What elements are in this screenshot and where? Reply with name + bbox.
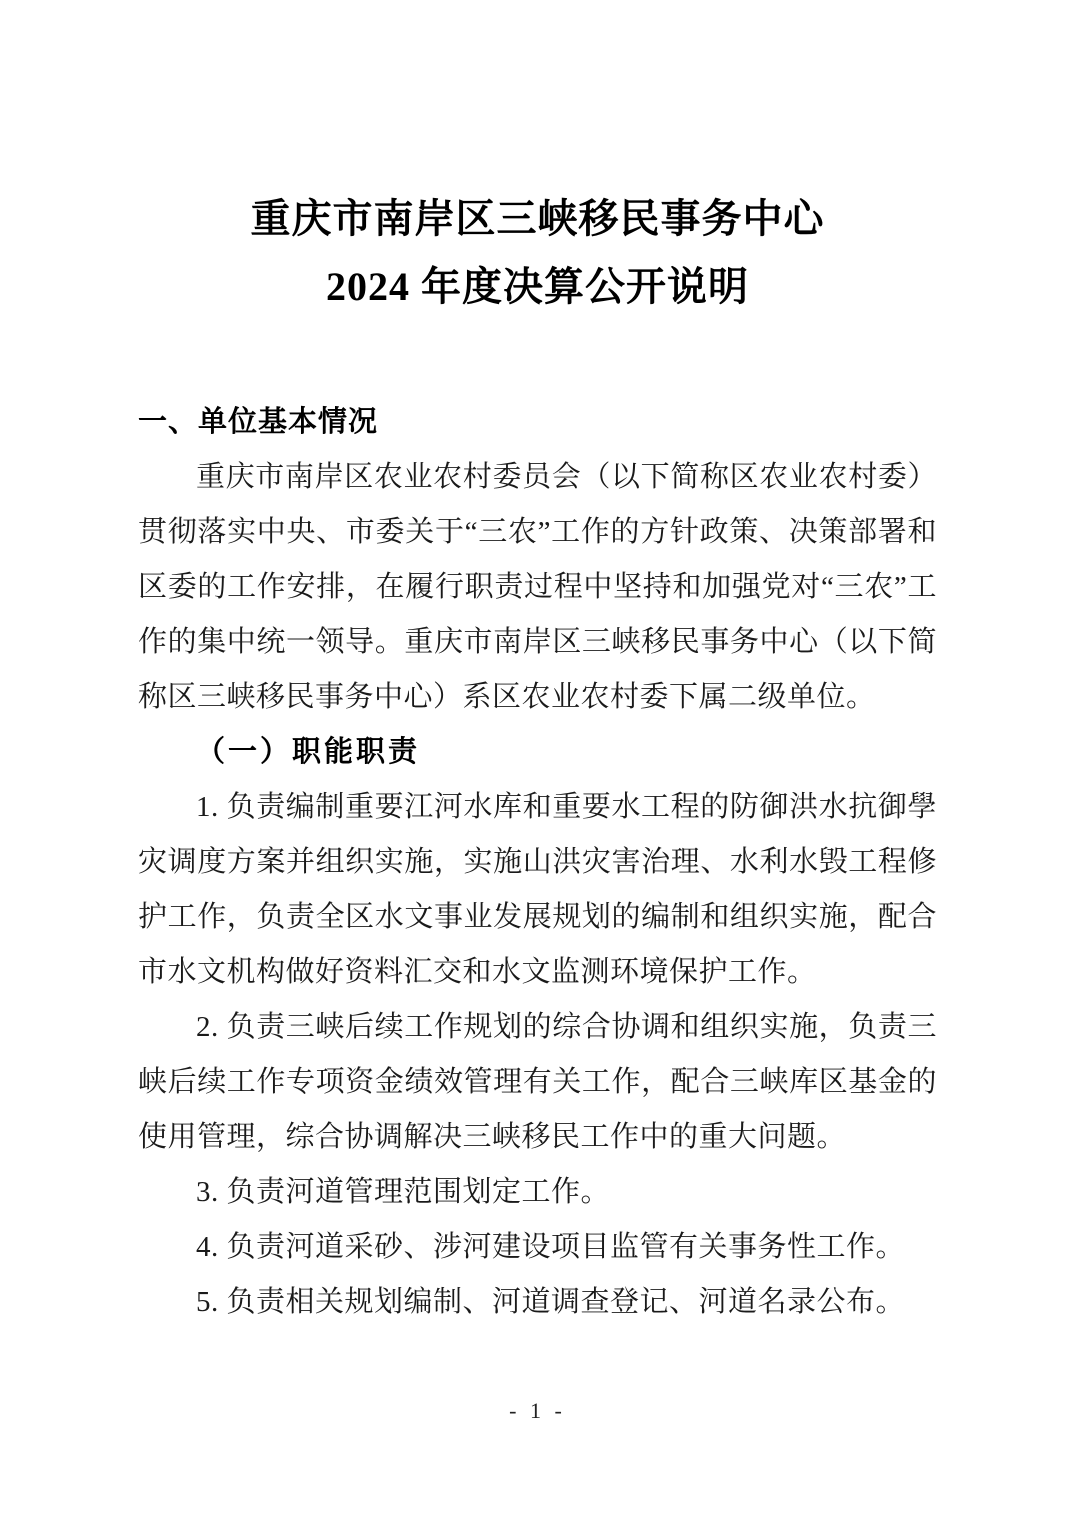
subsection-heading-functions: （一）职能职责 [196, 736, 421, 768]
paragraph-unit-intro: 重庆市南岸区农业农村委员会（以下简称区农业农村委）贯彻落实中央、市委关于“三农”工作的方针政策、决策部署和区委的工作安排，在履行职责过程中坚持和加强党对“三农”工作的集中统一领导。重庆市南岸区三峡移民事务中心（以下简称区三峡移民事务中心）系区农业农村委下属二级单位。 [138, 461, 937, 713]
document-body [138, 395, 937, 1330]
function-item-4: 4. 负责河道采砂、涉河建设项目监管有关事务性工作。 [196, 1231, 906, 1263]
section-heading-unit-basic-info: 一、单位基本情况 [138, 406, 379, 438]
function-item-3: 3. 负责河道管理范围划定工作。 [196, 1176, 611, 1208]
document-title [0, 0, 1075, 321]
function-item-5: 5. 负责相关规划编制、河道调查登记、河道名录公布。 [196, 1286, 906, 1318]
document-title-line2: 2024 年度决算公开说明 [326, 264, 749, 309]
document-title-line1: 重庆市南岸区三峡移民事务中心 [250, 196, 825, 241]
page-number: - 1 - [509, 1398, 566, 1423]
function-item-1: 1. 负责编制重要江河水库和重要水工程的防御洪水抗御學灾调度方案并组织实施，实施山洪灾害治理、水利水毁工程修护工作，负责全区水文事业发展规划的编制和组织实施，配合市水文机构做好资料汇交和水文监测环境保护工作。 [138, 791, 937, 988]
function-item-2: 2. 负责三峡后续工作规划的综合协调和组织实施，负责三峡后续工作专项资金绩效管理有关工作，配合三峡库区基金的使用管理，综合协调解决三峡移民工作中的重大问题。 [138, 1011, 937, 1153]
